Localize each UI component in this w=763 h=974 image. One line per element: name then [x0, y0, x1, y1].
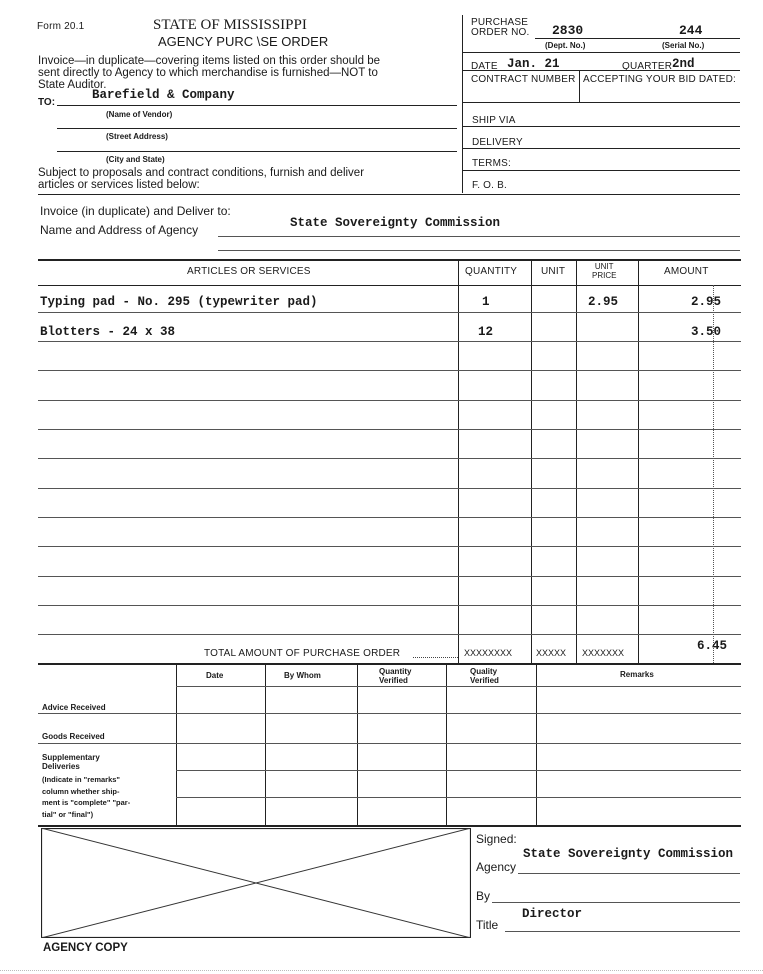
total-unit-mask: XXXXX	[536, 648, 567, 658]
amount-header: AMOUNT	[664, 266, 709, 277]
quantity-header: QUANTITY	[465, 266, 518, 277]
form-title: AGENCY PURC \SE ORDER	[158, 34, 329, 49]
contract-number-label: CONTRACT NUMBER	[471, 74, 576, 85]
unit-price-header: UNIT PRICE	[592, 262, 617, 280]
subject-text-1: Subject to proposals and contract conditions, furnish and deliver	[38, 167, 365, 179]
signed-label: Signed:	[476, 832, 517, 846]
title-value: Director	[522, 907, 583, 921]
state-title: STATE OF MISSISSIPPI	[153, 17, 307, 33]
form-number: Form 20.1	[37, 21, 85, 32]
item-2-article: Blotters - 24 x 38	[40, 325, 176, 339]
terms-label: TERMS:	[472, 158, 511, 169]
deliver-to-agency: State Sovereignty Commission	[290, 216, 501, 230]
header-divider	[462, 15, 463, 193]
invoice-instructions-1: Invoice—in duplicate—covering items listed on this order should be	[38, 55, 380, 67]
articles-header: ARTICLES OR SERVICES	[187, 266, 311, 277]
fob-label: F. O. B.	[472, 180, 507, 191]
item-1-quantity: 1	[482, 295, 490, 309]
total-quantity-mask: XXXXXXXX	[464, 648, 513, 658]
supplementary-note: (Indicate in "remarks" column whether ship- ment is "complete" "par- tial" or "final")	[42, 775, 131, 819]
vendor-name: Barefield & Company	[92, 88, 235, 102]
invoice-instructions-3: State Auditor.	[38, 79, 107, 91]
by-label: By	[476, 889, 491, 903]
quantity-verified-header: Quantity Verified	[379, 667, 412, 685]
goods-received-label: Goods Received	[42, 732, 105, 741]
street-address-label: (Street Address)	[106, 132, 168, 141]
quarter-value: 2nd	[672, 57, 695, 71]
advice-received-label: Advice Received	[42, 703, 106, 712]
date-value: Jan. 21	[507, 57, 560, 71]
date-label: DATE	[471, 61, 498, 72]
item-1-amount: 2.95	[691, 295, 722, 309]
item-2-amount: 3.50	[691, 325, 722, 339]
item-1-unit-price: 2.95	[588, 295, 619, 309]
delivery-label: DELIVERY	[472, 137, 523, 148]
total-amount: 6.45	[697, 639, 728, 653]
quality-verified-header: Quality Verified	[470, 667, 499, 685]
remarks-header: Remarks	[620, 670, 654, 679]
item-2-quantity: 12	[478, 325, 494, 339]
title-label: Title	[476, 918, 499, 932]
receipt-by-whom-header: By Whom	[284, 671, 321, 680]
item-1-article: Typing pad - No. 295 (typewriter pad)	[40, 295, 318, 309]
accepting-bid-label: ACCEPTING YOUR BID DATED:	[583, 74, 736, 85]
signature-agency-label: Agency	[476, 860, 517, 874]
serial-no-value: 244	[679, 23, 703, 38]
ship-via-label: SHIP VIA	[472, 115, 516, 126]
dept-no-label: (Dept. No.)	[545, 41, 586, 50]
supplementary-deliveries-label: Supplementary Deliveries	[42, 753, 100, 771]
total-label: TOTAL AMOUNT OF PURCHASE ORDER	[204, 648, 401, 659]
receipt-date-header: Date	[206, 671, 224, 680]
dept-no-value: 2830	[552, 23, 584, 38]
to-label: TO:	[38, 97, 56, 108]
total-price-mask: XXXXXXX	[582, 648, 625, 658]
serial-no-label: (Serial No.)	[662, 41, 705, 50]
quarter-label: QUARTER	[622, 61, 673, 72]
vendor-name-label: (Name of Vendor)	[106, 110, 173, 119]
agency-copy-label: AGENCY COPY	[43, 942, 128, 954]
agency-name-label: Name and Address of Agency	[40, 223, 199, 237]
subject-text-2: articles or services listed below:	[38, 179, 200, 191]
unit-header: UNIT	[541, 266, 566, 277]
signature-agency-value: State Sovereignty Commission	[523, 847, 734, 861]
purchase-order-label: PURCHASE ORDER NO.	[471, 17, 530, 38]
deliver-to-label: Invoice (in duplicate) and Deliver to:	[40, 204, 231, 218]
void-box	[41, 828, 471, 938]
city-state-label: (City and State)	[106, 155, 165, 164]
invoice-instructions-2: sent directly to Agency to which merchandise is furnished—NOT to	[38, 67, 378, 79]
